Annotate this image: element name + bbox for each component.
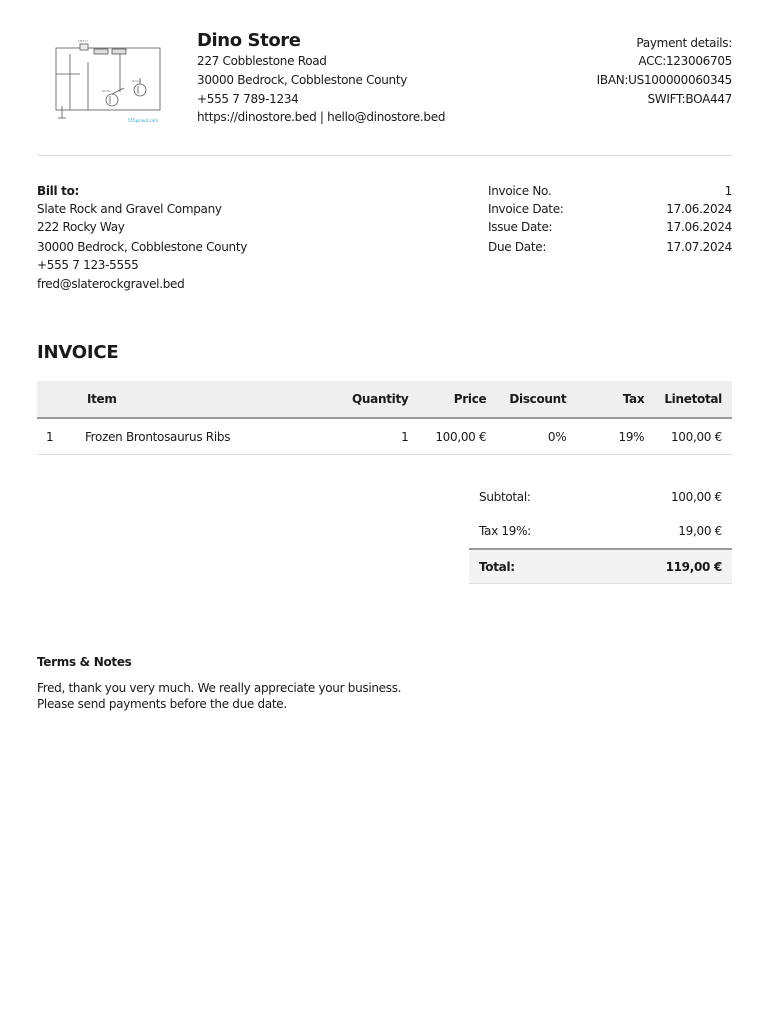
store-web-email: https://dinostore.bed | hello@dinostore.bed	[197, 110, 446, 124]
terms-title: Terms & Notes	[37, 655, 132, 669]
svg-text:White: White	[102, 89, 111, 93]
row-quantity: 1	[315, 418, 419, 455]
row-number: 1	[37, 418, 75, 455]
payment-swift: SWIFT:BOA447	[647, 92, 732, 106]
items-table-header	[37, 381, 732, 418]
bill-to-address-line2: 30000 Bedrock, Cobblestone County	[37, 240, 248, 254]
col-discount-header: Discount	[496, 381, 576, 418]
table-row	[37, 418, 732, 455]
tax-label: Tax 19%:	[479, 524, 531, 538]
store-address-line2: 30000 Bedrock, Cobblestone County	[197, 73, 408, 87]
store-name: Dino Store	[197, 30, 301, 51]
subtotal-value: 100,00 €	[670, 490, 722, 504]
terms-text	[37, 680, 401, 712]
col-linetotal-header: Linetotal	[654, 381, 732, 418]
invoice-date-label: Invoice Date:	[488, 202, 564, 216]
due-date-label: Due Date:	[488, 240, 547, 254]
terms-line1: Fred, thank you very much. We really appreciate your business.	[37, 681, 402, 695]
row-tax: 19%	[576, 418, 654, 455]
col-item-header: Item	[75, 381, 315, 418]
totals-table	[469, 480, 732, 584]
payment-acc: ACC:123006705	[638, 54, 732, 68]
svg-text:LM317: LM317	[78, 39, 88, 43]
row-price: 100,00 €	[418, 418, 496, 455]
total-label: Total:	[469, 549, 597, 584]
issue-date-label: Issue Date:	[488, 220, 553, 234]
due-date-value: 17.07.2024	[666, 240, 732, 254]
col-quantity-header: Quantity	[315, 381, 419, 418]
store-address-line1: 227 Cobblestone Road	[197, 54, 327, 68]
tax-row	[469, 514, 732, 549]
invoice-no-label: Invoice No.	[488, 184, 552, 198]
row-item: Frozen Brontosaurus Ribs	[75, 418, 315, 455]
total-row	[469, 549, 732, 584]
total-value: 119,00 €	[597, 549, 733, 584]
subtotal-label: Subtotal:	[479, 490, 531, 504]
store-phone: +555 7 789-1234	[197, 92, 299, 106]
issue-date-value: 17.06.2024	[666, 220, 732, 234]
bill-to-address-line1: 222 Rocky Way	[37, 220, 125, 234]
bill-to-email: fred@slaterockgravel.bed	[37, 277, 185, 291]
subtotal-row	[469, 480, 732, 514]
bill-to-company: Slate Rock and Gravel Company	[37, 202, 222, 216]
row-discount: 0%	[496, 418, 576, 455]
col-no-header	[37, 381, 75, 418]
col-price-header: Price	[418, 381, 496, 418]
svg-text:Green: Green	[132, 79, 142, 83]
svg-text:555pinout.com: 555pinout.com	[128, 118, 159, 123]
tax-value: 19,00 €	[678, 524, 722, 538]
bill-to-phone: +555 7 123-5555	[37, 258, 139, 272]
store-logo	[50, 34, 168, 128]
payment-iban: IBAN:US100000060345	[596, 73, 732, 87]
terms-line2: Please send payments before the due date.	[37, 697, 287, 711]
invoice-no-value: 1	[724, 184, 732, 198]
invoice-title: INVOICE	[37, 342, 119, 363]
invoice-date-value: 17.06.2024	[666, 202, 732, 216]
header-divider	[37, 155, 732, 156]
bill-to-title: Bill to:	[37, 184, 80, 198]
col-tax-header: Tax	[576, 381, 654, 418]
payment-details-title: Payment details:	[636, 36, 732, 50]
row-linetotal: 100,00 €	[654, 418, 732, 455]
items-table	[37, 381, 732, 455]
